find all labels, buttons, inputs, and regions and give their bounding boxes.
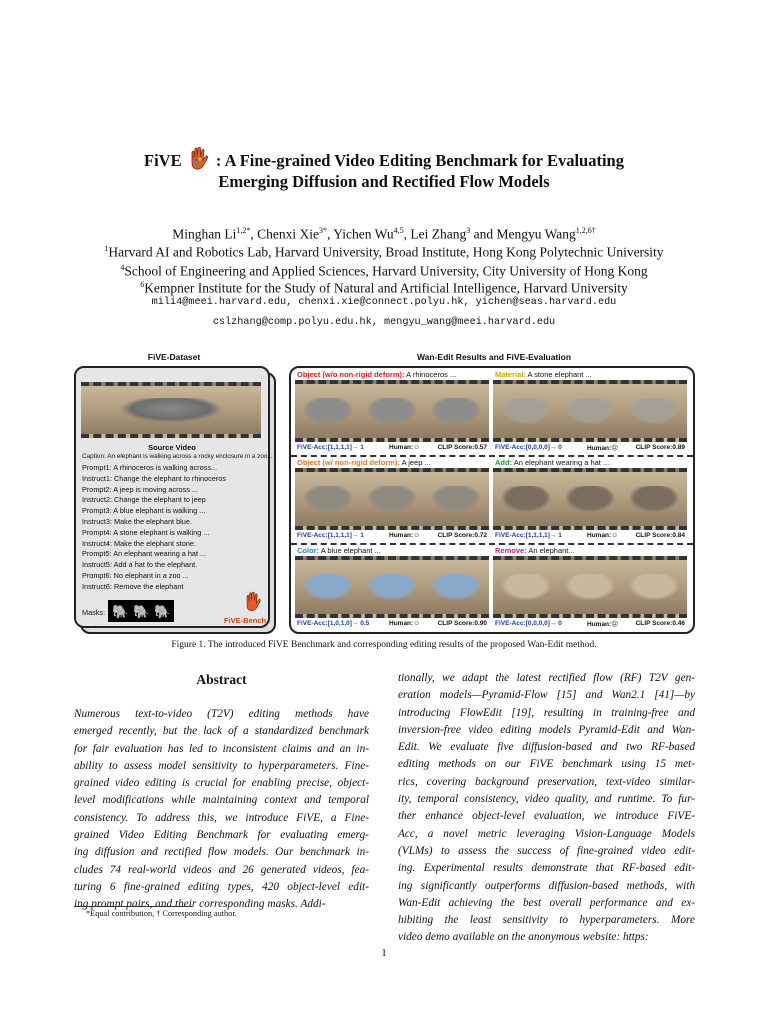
hand-logo-icon [186, 146, 212, 172]
abstract-line: for fair evaluation has led to inconsistent claims and an in- [74, 742, 369, 755]
five-acc-score: FiVE-Acc:[1,0,1,0]→ 0.5 [297, 620, 370, 627]
prompt-line: Instruct4: Make the elephant stone. [82, 538, 196, 548]
footnote: *Equal contribution, † Corresponding author. [86, 909, 237, 918]
author-name: , Chenxi Xie [250, 226, 320, 242]
edited-subject-frame [303, 398, 353, 424]
author-name: and Mengyu Wang [470, 226, 576, 242]
abstract-line: ing significantly outperforms diffusion-based methods, with [398, 879, 695, 892]
edited-video-strip [295, 556, 489, 618]
page-number: 1 [381, 947, 387, 959]
prompt-line: Instruct1: Change the elephant to rhinoceros [82, 473, 227, 483]
edited-subject-frame [431, 398, 481, 424]
edited-video-strip [493, 468, 687, 530]
abstract-heading: Abstract [196, 672, 247, 687]
caption-line: Caption: An elephant is walking across a rocky enclosure in a zoo... [82, 453, 273, 460]
affiliation-line-3: $^6$Kempner Institute for the Study of Natural and Artificial Intelligence, Harvard University [140, 280, 628, 296]
author-superscript: 4,5 [393, 226, 404, 235]
abstract-line: tionally, we adapt the latest rectified flow (RF) T2V gen- [398, 672, 695, 684]
metrics-row [297, 444, 487, 451]
author-name: , Lei Zhang [403, 226, 467, 242]
elephant-frame [121, 398, 222, 421]
five-acc-score: FiVE-Acc:[1,1,1,1]→ 1 [495, 532, 562, 539]
edited-subject-frame [565, 486, 615, 512]
author-superscript: 3 [466, 226, 471, 235]
edited-video-strip [493, 556, 687, 618]
edit-prompt-label [297, 458, 431, 467]
dataset-title: FiVE-Dataset [147, 352, 201, 362]
edited-subject-frame [367, 486, 417, 512]
mask-elephant-icon: 🐘 [112, 604, 129, 619]
abstract-line: ing prompt pairs, and their corresponding masks. Addi- [74, 898, 326, 911]
edited-subject-frame [565, 398, 615, 424]
author-name: Minghan Li [172, 226, 237, 242]
prompt-line: Instruct3: Make the elephant blue. [82, 516, 192, 526]
edit-prompt-text: A jeep ... [399, 458, 431, 467]
prompt-line: Instruct5: Add a hat to the elephant. [82, 560, 198, 570]
metrics-row [297, 532, 487, 539]
prompt-line: Instruct6: Remove the elephant [82, 581, 184, 591]
five-acc-score: FiVE-Acc:[1,1,1,1]→ 1 [297, 532, 364, 539]
abstract-line: inversion-free video editing models Pyramid-Edit and Wan- [398, 723, 695, 736]
title-prefix: FiVE [144, 151, 182, 170]
edited-subject-frame [629, 574, 679, 600]
source-video-strip [81, 382, 261, 438]
edited-subject-frame [303, 574, 353, 600]
affiliation-line-2: $^4$School of Engineering and Applied Sciences, Harvard University, City University of Hong Kong [120, 263, 648, 279]
prompt-line: Prompt2: A jeep is moving across ... [82, 484, 198, 494]
masks-label: Masks: [82, 608, 106, 617]
figure-1 [74, 352, 694, 632]
edit-prompt-label [495, 458, 609, 467]
edit-prompt-text: A blue elephant ... [319, 546, 381, 555]
human-rating: Human:☺ [389, 620, 420, 627]
human-rating: Human:☺ [587, 532, 618, 539]
edit-prompt-label [495, 370, 592, 379]
edited-subject-frame [629, 486, 679, 512]
abstract-line: grained video editing is crucial for enabling precise, object- [74, 777, 369, 790]
abstract-line: level modifications while maintaining context and temporal [74, 794, 369, 807]
abstract-line: video demo available on the anonymous website: https: [398, 931, 649, 944]
edited-subject-frame [367, 398, 417, 424]
figure-caption: Figure 1. The introduced FiVE Benchmark and corresponding editing results of the proposed Wan-Edit method. [171, 640, 597, 650]
row-divider [291, 455, 693, 457]
prompt-line: Prompt3: A blue elephant is walking ... [82, 506, 206, 516]
abstract-line: turing 6 fine-grained editing types, 420 object-level edit- [74, 880, 369, 893]
abstract-line: eration models—Pyramid-Flow [15] and Wan2.1 [41]—by [398, 689, 695, 702]
email-line-1: mili4@meei.harvard.edu, chenxi.xie@connect.polyu.hk, yichen@seas.harvard.edu [151, 297, 617, 308]
result-cell [493, 370, 687, 454]
edit-prompt-text: A rhinoceros ... [404, 370, 457, 379]
edit-type-tag: Object (w/ non-rigid deform): [297, 458, 400, 467]
abstract-line: ing. Experimental results demonstrate that RF-based edit- [398, 862, 695, 875]
result-cell [295, 458, 489, 542]
author-superscript: 1,2* [236, 226, 251, 235]
affiliation-text: Harvard AI and Robotics Lab, Harvard University, Broad Institute, Hong Kong Polytechnic University [108, 244, 664, 260]
edit-type-tag: Add: [495, 458, 513, 467]
metrics-row [495, 532, 685, 539]
abstract-line: grained Video Editing Benchmark for evaluating emerg- [74, 829, 369, 842]
mask-elephant-icon: 🐘 [154, 604, 171, 619]
affiliation-line-1: $^1$Harvard AI and Robotics Lab, Harvard University, Broad Institute, Hong Kong Polytechnic University [104, 244, 664, 260]
abstract-line: introducing FlowEdit [19], resulting in training-free and [398, 706, 695, 719]
row-divider [291, 543, 693, 545]
prompt-line: Prompt6: No elephant in a zoo ... [82, 570, 189, 580]
title-text-line1: : A Fine-grained Video Editing Benchmark for Evaluating [215, 151, 624, 170]
result-cell [493, 458, 687, 542]
edit-prompt-label [297, 546, 381, 555]
edit-prompt-text: An elephant... [526, 546, 575, 555]
edited-video-strip [295, 468, 489, 530]
abstract-line: Numerous text-to-video (T2V) editing methods have [74, 708, 369, 720]
edited-subject-frame [565, 574, 615, 600]
prompt-list [82, 463, 226, 593]
edit-type-tag: Remove: [495, 546, 527, 555]
abstract-line: hibiting the least sensitivity to hyperparameters. More [398, 914, 695, 927]
abstract-line: editing methods on our FiVE benchmark using 15 met- [398, 758, 695, 771]
edited-subject-frame [501, 574, 551, 600]
five-acc-score: FiVE-Acc:[0,0,0,0]→ 0 [495, 620, 562, 627]
affiliation-text: School of Engineering and Applied Sciences, Harvard University, City University of Hong Kong [124, 263, 648, 279]
affiliation-text: Kempner Institute for the Study of Natural and Artificial Intelligence, Harvard University [144, 280, 628, 296]
abstract-left-column [74, 706, 369, 914]
abstract-line: ability to assess model sensitivity to hyperparameters. Fine- [74, 759, 369, 772]
masks-strip [108, 600, 174, 622]
abstract-line: ing diffusion and rectified flow models. Our benchmark in- [74, 846, 369, 859]
paper-title-line2: Emerging Diffusion and Rectified Flow Models [218, 172, 550, 191]
abstract-line: (VLMs) to assess the success of fine-grained video edit- [398, 844, 695, 857]
five-bench-label: FiVE-Bench [224, 616, 267, 625]
abstract-line: ther enhance object-level evaluation, we introduce FiVE- [398, 810, 695, 823]
dataset-panel [74, 366, 273, 628]
human-rating: Human:☹ [587, 621, 618, 628]
source-video-label: Source Video [148, 443, 196, 452]
results-title: Wan-Edit Results and FiVE-Evaluation [416, 352, 572, 362]
prompt-line: Prompt5: An elephant wearing a hat ... [82, 549, 207, 559]
metrics-row [297, 620, 487, 627]
prompt-line: Prompt1: A rhinoceros is walking across... [82, 463, 218, 472]
edit-type-tag: Color: [297, 546, 320, 555]
edited-subject-frame [501, 398, 551, 424]
abstract-line: Edit. We evaluate five diffusion-based and two RF-based [398, 741, 695, 754]
clip-score: CLIP Score:0.90 [437, 620, 487, 627]
metrics-row [495, 620, 685, 627]
clip-score: CLIP Score:0.72 [437, 532, 487, 539]
abstract-line: Acc, a novel metric leveraging Vision-Language Models [398, 827, 695, 840]
clip-score: CLIP Score:0.57 [437, 444, 487, 451]
clip-score: CLIP Score:0.89 [635, 444, 685, 451]
author-superscript: 1,2,6† [575, 226, 596, 235]
abstract-line: consistency. To address this, we introduce FiVE, a Fine- [74, 811, 369, 824]
author-name: , Yichen Wu [327, 226, 394, 242]
metrics-row [495, 444, 685, 451]
results-panel [289, 366, 695, 634]
clip-score: CLIP Score:0.46 [635, 620, 685, 627]
prompt-line: Prompt4: A stone elephant is walking ... [82, 527, 210, 537]
human-rating: Human:☹ [587, 445, 618, 452]
edited-subject-frame [501, 486, 551, 512]
edit-prompt-text: A stone elephant ... [525, 370, 592, 379]
five-acc-score: FiVE-Acc:[1,1,1,1]→ 1 [297, 444, 364, 451]
edited-subject-frame [303, 486, 353, 512]
edited-video-strip [493, 380, 687, 442]
edit-prompt-text: An elephant wearing a hat ... [512, 458, 610, 467]
abstract-line: rics, covering background preservation, text-video similar- [398, 775, 695, 788]
abstract-line: Wan-Edit achieving the best overall performance and ex- [398, 896, 695, 909]
abstract-line: cludes 74 real-world videos and 26 generated videos, fea- [74, 863, 369, 876]
human-rating: Human:☺ [389, 532, 420, 539]
email-line-2: cslzhang@comp.polyu.edu.hk, mengyu_wang@meei.harvard.edu [212, 317, 556, 328]
edit-prompt-label [495, 546, 575, 555]
five-acc-score: FiVE-Acc:[0,0,0,0]→ 0 [495, 444, 562, 451]
edit-prompt-label [297, 370, 456, 379]
edited-subject-frame [367, 574, 417, 600]
footnote-rule [74, 906, 192, 907]
result-cell [295, 370, 489, 454]
result-cell [493, 546, 687, 630]
clip-score: CLIP Score:0.84 [635, 532, 685, 539]
edited-subject-frame [431, 574, 481, 600]
edit-type-tag: Object (w/o non-rigid deform): [297, 370, 405, 379]
edited-video-strip [295, 380, 489, 442]
abstract-line: emerged recently, but the lack of a standardized benchmark [74, 725, 369, 738]
edited-subject-frame [629, 398, 679, 424]
paper-title-line1 [0, 146, 768, 172]
abstract-right-column [398, 670, 695, 947]
prompt-line: Instruct2: Change the elephant to jeep [82, 495, 206, 505]
five-bench-hand-icon [242, 590, 264, 614]
author-superscript: 3* [319, 226, 328, 235]
abstract-line: ity, temporal consistency, video quality, and runtime. To fur- [398, 793, 695, 806]
result-cell [295, 546, 489, 630]
mask-elephant-icon: 🐘 [133, 604, 150, 619]
edit-type-tag: Material: [495, 370, 526, 379]
human-rating: Human:☺ [389, 444, 420, 451]
edited-subject-frame [431, 486, 481, 512]
